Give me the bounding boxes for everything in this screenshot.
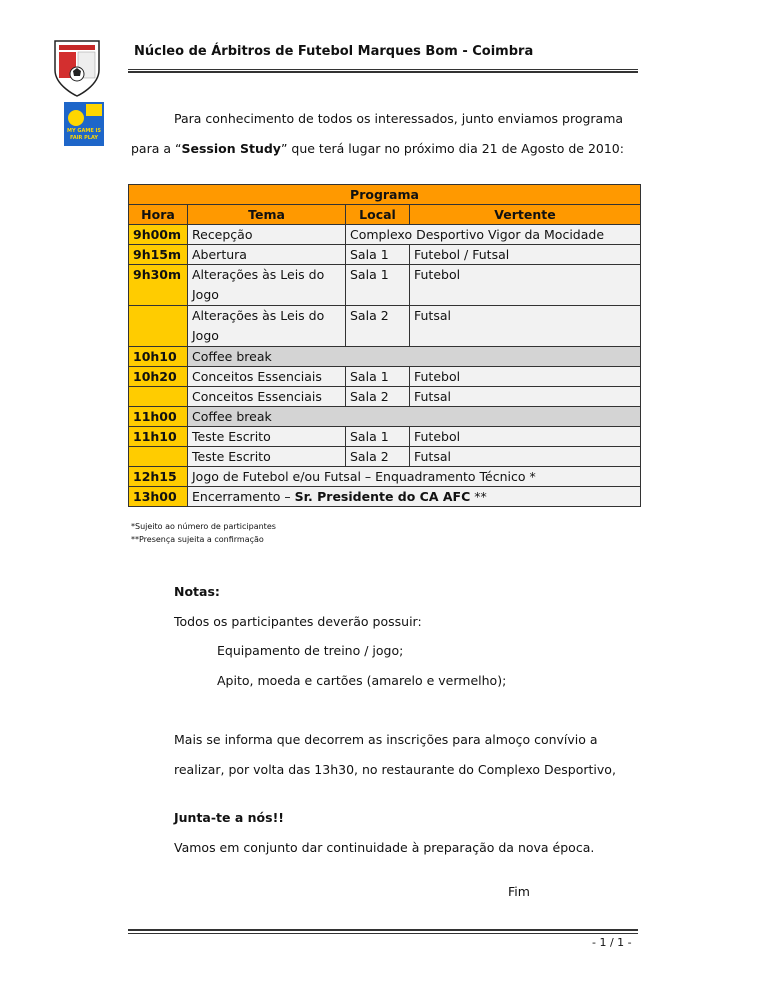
page-number: - 1 / 1 - bbox=[592, 936, 632, 949]
notes-heading: Notas: bbox=[174, 584, 220, 599]
svg-text:FAIR PLAY: FAIR PLAY bbox=[69, 135, 99, 141]
table-row: Teste Escrito Sala 2 Futsal bbox=[129, 447, 641, 467]
lunch-line-1: Mais se informa que decorrem as inscrições para almoço convívio a bbox=[174, 732, 598, 747]
intro-line-2: para a “Session Study” que terá lugar no próximo dia 21 de Agosto de 2010: bbox=[131, 141, 624, 156]
fair-play-logo bbox=[64, 102, 104, 146]
table-row: 13h00 Encerramento – Sr. Presidente do CA AFC ** bbox=[129, 487, 641, 507]
column-header-vertente: Vertente bbox=[410, 205, 641, 225]
table-row: 11h00 Coffee break bbox=[129, 407, 641, 427]
column-header-tema: Tema bbox=[188, 205, 346, 225]
table-title-row bbox=[129, 185, 641, 205]
table-row: Alterações às Leis do Jogo Sala 2 Futsal bbox=[129, 306, 641, 347]
table-row: Conceitos Essenciais Sala 2 Futsal bbox=[129, 387, 641, 407]
junta-heading: Junta-te a nós!! bbox=[174, 810, 284, 825]
header-rule-thin bbox=[128, 69, 638, 70]
programme-table bbox=[128, 184, 641, 507]
table-row: 11h10 Teste Escrito Sala 1 Futebol bbox=[129, 427, 641, 447]
notes-item-2: Apito, moeda e cartões (amarelo e vermelho); bbox=[217, 673, 507, 688]
footer-rule-thin bbox=[128, 933, 638, 934]
table-row: 9h00m Recepção Complexo Desportivo Vigor da Mocidade bbox=[129, 225, 641, 245]
closing-line: Vamos em conjunto dar continuidade à preparação da nova época. bbox=[174, 840, 595, 855]
table-row: 9h30m Alterações às Leis do Jogo Sala 1 Futebol bbox=[129, 265, 641, 306]
referees-association-logo bbox=[52, 38, 102, 98]
column-header-hora: Hora bbox=[129, 205, 188, 225]
page-header-title: Núcleo de Árbitros de Futebol Marques Bom - Coimbra bbox=[134, 44, 534, 59]
header-rule-thick bbox=[128, 71, 638, 73]
session-study-label: Session Study bbox=[181, 141, 281, 156]
footnote-2: **Presença sujeita a confirmação bbox=[131, 535, 264, 544]
table-header-row bbox=[129, 205, 641, 225]
table-row: 9h15m Abertura Sala 1 Futebol / Futsal bbox=[129, 245, 641, 265]
table-title: Programa bbox=[129, 185, 641, 205]
column-header-local: Local bbox=[346, 205, 410, 225]
notes-item-1: Equipamento de treino / jogo; bbox=[217, 643, 404, 658]
intro-line-1: Para conhecimento de todos os interessados, junto enviamos programa bbox=[174, 111, 624, 126]
svg-text:MY GAME IS: MY GAME IS bbox=[67, 128, 101, 134]
table-row: 10h10 Coffee break bbox=[129, 347, 641, 367]
end-marker: Fim bbox=[508, 884, 530, 899]
lunch-line-2: realizar, por volta das 13h30, no restaurante do Complexo Desportivo, bbox=[174, 762, 616, 777]
notes-intro: Todos os participantes deverão possuir: bbox=[174, 614, 422, 629]
footnote-1: *Sujeito ao número de participantes bbox=[131, 522, 276, 531]
footer-rule-thick bbox=[128, 929, 638, 931]
table-row: 12h15 Jogo de Futebol e/ou Futsal – Enquadramento Técnico * bbox=[129, 467, 641, 487]
table-row: 10h20 Conceitos Essenciais Sala 1 Futebol bbox=[129, 367, 641, 387]
